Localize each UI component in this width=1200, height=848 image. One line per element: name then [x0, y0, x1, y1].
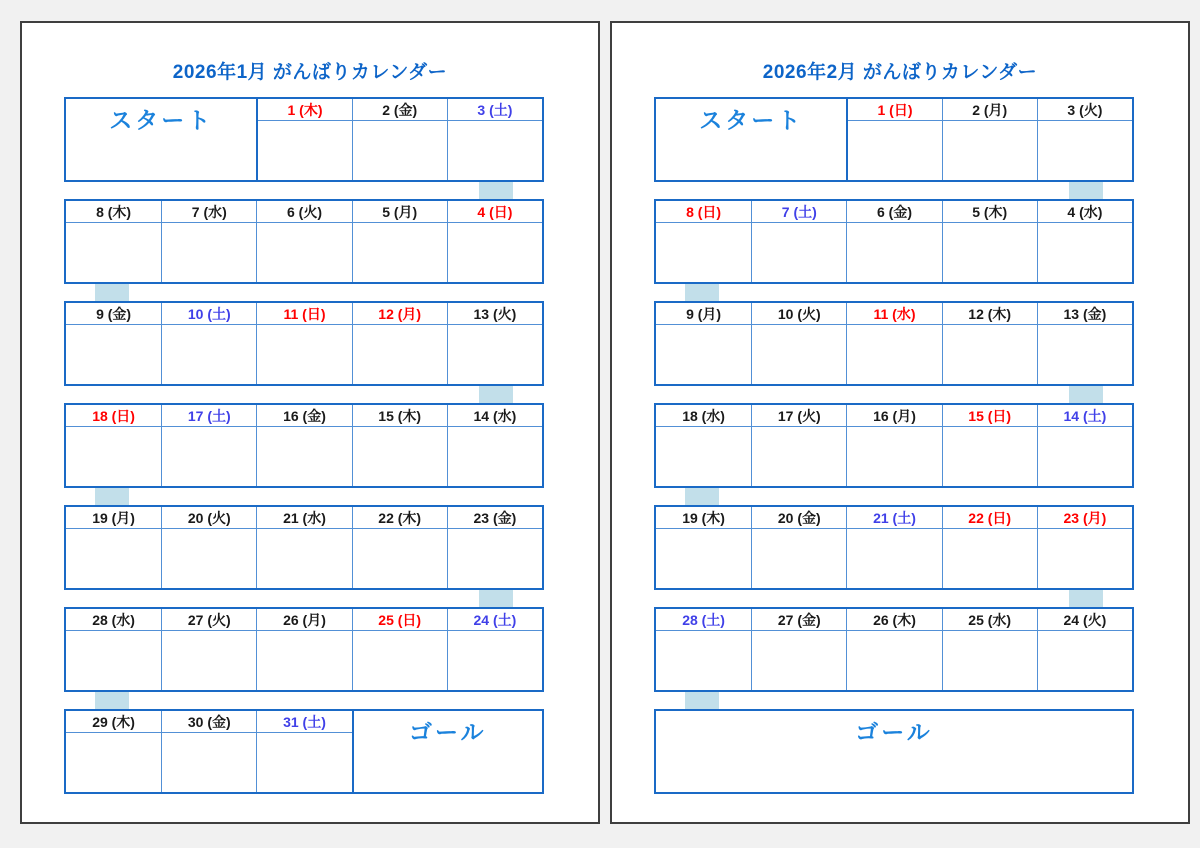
day-cell: [1037, 201, 1132, 282]
day-cell: [1037, 609, 1132, 690]
day-label: 22 (木): [353, 507, 447, 529]
day-label: 8 (日): [656, 201, 751, 223]
day-label: 28 (水): [66, 609, 161, 631]
day-cell: [256, 303, 351, 384]
day-label: 25 (日): [353, 609, 447, 631]
calendar-row: [64, 505, 544, 590]
calendar-row: [654, 199, 1134, 284]
day-cell: [256, 609, 351, 690]
day-writing-space: [1038, 427, 1132, 486]
day-cell: [66, 507, 161, 588]
page-january: [20, 21, 600, 824]
day-writing-space: [448, 223, 542, 282]
day-label: 3 (火): [1038, 99, 1132, 121]
day-label: 6 (火): [257, 201, 351, 223]
day-label: 9 (月): [656, 303, 751, 325]
day-label: 1 (木): [258, 99, 351, 121]
day-label: 21 (水): [257, 507, 351, 529]
day-label: 4 (水): [1038, 201, 1132, 223]
day-label: 5 (月): [353, 201, 447, 223]
calendar-row: [64, 709, 544, 794]
day-cell: [846, 99, 941, 180]
goal-cell: [656, 711, 1132, 792]
path-connector-tab: [479, 386, 513, 403]
start-cell: [66, 99, 256, 180]
day-cell: [1037, 303, 1132, 384]
day-label: 30 (金): [162, 711, 256, 733]
day-label: 10 (火): [752, 303, 846, 325]
goal-cell: [352, 711, 542, 792]
calendar-row: [654, 607, 1134, 692]
day-writing-space: [353, 427, 447, 486]
day-label: 23 (金): [448, 507, 542, 529]
day-label: 27 (金): [752, 609, 846, 631]
day-writing-space: [257, 631, 351, 690]
day-cell: [942, 99, 1037, 180]
day-writing-space: [656, 325, 751, 384]
day-writing-space: [257, 427, 351, 486]
day-cell: [942, 507, 1037, 588]
day-label: 14 (土): [1038, 405, 1132, 427]
day-label: 22 (日): [943, 507, 1037, 529]
day-writing-space: [162, 529, 256, 588]
day-cell: [1037, 405, 1132, 486]
day-label: 7 (土): [752, 201, 846, 223]
day-cell: [66, 609, 161, 690]
path-connector-tab: [1069, 590, 1103, 607]
day-cell: [846, 303, 941, 384]
day-writing-space: [448, 427, 542, 486]
day-writing-space: [66, 223, 161, 282]
day-label: 20 (金): [752, 507, 846, 529]
day-cell: [1037, 99, 1132, 180]
path-connector-tab: [685, 488, 719, 505]
day-writing-space: [752, 529, 846, 588]
day-cell: [846, 405, 941, 486]
day-label: 26 (月): [257, 609, 351, 631]
day-writing-space: [353, 529, 447, 588]
day-label: 18 (日): [66, 405, 161, 427]
day-label: 14 (水): [448, 405, 542, 427]
day-cell: [352, 405, 447, 486]
day-cell: [656, 303, 751, 384]
day-writing-space: [162, 325, 256, 384]
day-cell: [352, 303, 447, 384]
day-label: 7 (水): [162, 201, 256, 223]
day-writing-space: [448, 529, 542, 588]
day-label: 16 (月): [847, 405, 941, 427]
calendar-row: [654, 403, 1134, 488]
day-writing-space: [752, 325, 846, 384]
goal-label: ゴール: [409, 719, 487, 745]
day-cell: [846, 609, 941, 690]
day-writing-space: [257, 733, 351, 792]
calendar-grid-february: [654, 97, 1134, 794]
day-cell: [161, 201, 256, 282]
day-writing-space: [943, 631, 1037, 690]
day-writing-space: [752, 223, 846, 282]
day-writing-space: [353, 325, 447, 384]
day-cell: [942, 201, 1037, 282]
day-cell: [66, 711, 161, 792]
day-writing-space: [66, 427, 161, 486]
day-writing-space: [353, 121, 447, 180]
day-cell: [66, 405, 161, 486]
day-cell: [942, 405, 1037, 486]
calendar-row: [654, 301, 1134, 386]
day-label: 17 (土): [162, 405, 256, 427]
day-label: 17 (火): [752, 405, 846, 427]
calendar-grid-january: [64, 97, 544, 794]
day-label: 8 (木): [66, 201, 161, 223]
day-writing-space: [943, 529, 1037, 588]
day-cell: [751, 507, 846, 588]
day-writing-space: [1038, 325, 1132, 384]
day-writing-space: [448, 121, 542, 180]
day-cell: [447, 609, 542, 690]
day-cell: [447, 201, 542, 282]
path-connector-tab: [95, 284, 129, 301]
day-writing-space: [353, 223, 447, 282]
start-label: スタート: [699, 107, 804, 133]
calendar-row: [654, 709, 1134, 794]
day-cell: [352, 99, 447, 180]
calendar-row: [64, 199, 544, 284]
path-connector-tab: [1069, 386, 1103, 403]
day-writing-space: [1038, 121, 1132, 180]
day-label: 11 (水): [847, 303, 941, 325]
day-cell: [1037, 507, 1132, 588]
day-cell: [751, 405, 846, 486]
day-writing-space: [848, 121, 941, 180]
day-label: 18 (水): [656, 405, 751, 427]
day-cell: [942, 609, 1037, 690]
day-cell: [256, 99, 351, 180]
day-label: 19 (月): [66, 507, 161, 529]
day-writing-space: [847, 529, 941, 588]
day-cell: [352, 507, 447, 588]
day-cell: [656, 201, 751, 282]
day-writing-space: [752, 427, 846, 486]
day-label: 24 (火): [1038, 609, 1132, 631]
day-writing-space: [1038, 631, 1132, 690]
day-cell: [66, 303, 161, 384]
day-writing-space: [162, 733, 256, 792]
day-cell: [447, 99, 542, 180]
day-cell: [751, 609, 846, 690]
day-writing-space: [162, 427, 256, 486]
calendar-row: [64, 607, 544, 692]
day-cell: [352, 609, 447, 690]
day-writing-space: [847, 223, 941, 282]
day-label: 6 (金): [847, 201, 941, 223]
day-cell: [447, 507, 542, 588]
day-writing-space: [353, 631, 447, 690]
day-cell: [447, 405, 542, 486]
page-title: 2026年2月 がんばりカレンダー: [762, 62, 1038, 83]
day-label: 20 (火): [162, 507, 256, 529]
day-cell: [352, 201, 447, 282]
day-cell: [256, 507, 351, 588]
start-cell: [656, 99, 846, 180]
day-writing-space: [943, 325, 1037, 384]
day-cell: [161, 405, 256, 486]
day-writing-space: [943, 223, 1037, 282]
day-cell: [656, 609, 751, 690]
day-cell: [846, 507, 941, 588]
day-cell: [161, 507, 256, 588]
day-label: 25 (水): [943, 609, 1037, 631]
path-connector-tab: [479, 590, 513, 607]
day-writing-space: [656, 529, 751, 588]
day-cell: [161, 609, 256, 690]
day-cell: [256, 711, 351, 792]
day-cell: [256, 405, 351, 486]
day-writing-space: [943, 427, 1037, 486]
day-label: 3 (土): [448, 99, 542, 121]
day-writing-space: [847, 427, 941, 486]
day-writing-space: [448, 631, 542, 690]
day-label: 12 (木): [943, 303, 1037, 325]
day-label: 26 (木): [847, 609, 941, 631]
day-cell: [66, 201, 161, 282]
day-label: 5 (木): [943, 201, 1037, 223]
path-connector-tab: [479, 182, 513, 199]
day-label: 16 (金): [257, 405, 351, 427]
day-label: 2 (金): [353, 99, 447, 121]
day-label: 2 (月): [943, 99, 1037, 121]
day-writing-space: [448, 325, 542, 384]
day-cell: [656, 405, 751, 486]
path-connector-tab: [685, 692, 719, 709]
day-writing-space: [66, 631, 161, 690]
day-cell: [846, 201, 941, 282]
path-connector-tab: [1069, 182, 1103, 199]
day-writing-space: [656, 223, 751, 282]
day-writing-space: [66, 529, 161, 588]
calendar-row: [654, 97, 1134, 182]
day-writing-space: [847, 325, 941, 384]
path-connector-tab: [685, 284, 719, 301]
day-label: 28 (土): [656, 609, 751, 631]
day-cell: [751, 201, 846, 282]
calendar-row: [64, 97, 544, 182]
day-label: 11 (日): [257, 303, 351, 325]
day-label: 27 (火): [162, 609, 256, 631]
day-label: 1 (日): [848, 99, 941, 121]
day-cell: [656, 507, 751, 588]
day-label: 9 (金): [66, 303, 161, 325]
calendar-row: [64, 403, 544, 488]
path-connector-tab: [95, 488, 129, 505]
day-cell: [751, 303, 846, 384]
path-connector-tab: [95, 692, 129, 709]
day-cell: [447, 303, 542, 384]
day-writing-space: [66, 325, 161, 384]
day-writing-space: [66, 733, 161, 792]
page-title: 2026年1月 がんばりカレンダー: [172, 62, 448, 83]
day-writing-space: [656, 631, 751, 690]
day-label: 31 (土): [257, 711, 351, 733]
day-label: 10 (土): [162, 303, 256, 325]
day-label: 13 (火): [448, 303, 542, 325]
day-writing-space: [162, 631, 256, 690]
day-cell: [942, 303, 1037, 384]
day-writing-space: [1038, 529, 1132, 588]
day-writing-space: [257, 529, 351, 588]
day-writing-space: [257, 223, 351, 282]
day-label: 21 (土): [847, 507, 941, 529]
page-february: [610, 21, 1190, 824]
day-label: 19 (木): [656, 507, 751, 529]
day-writing-space: [656, 427, 751, 486]
calendar-row: [654, 505, 1134, 590]
day-writing-space: [162, 223, 256, 282]
day-writing-space: [943, 121, 1037, 180]
day-cell: [161, 303, 256, 384]
day-label: 13 (金): [1038, 303, 1132, 325]
day-label: 15 (木): [353, 405, 447, 427]
calendar-row: [64, 301, 544, 386]
start-label: スタート: [109, 107, 214, 133]
day-label: 12 (月): [353, 303, 447, 325]
day-writing-space: [258, 121, 351, 180]
day-label: 15 (日): [943, 405, 1037, 427]
day-label: 24 (土): [448, 609, 542, 631]
day-writing-space: [1038, 223, 1132, 282]
day-writing-space: [752, 631, 846, 690]
day-label: 4 (日): [448, 201, 542, 223]
goal-label: ゴール: [855, 719, 933, 745]
day-writing-space: [257, 325, 351, 384]
day-writing-space: [847, 631, 941, 690]
day-cell: [161, 711, 256, 792]
day-cell: [256, 201, 351, 282]
day-label: 23 (月): [1038, 507, 1132, 529]
day-label: 29 (木): [66, 711, 161, 733]
